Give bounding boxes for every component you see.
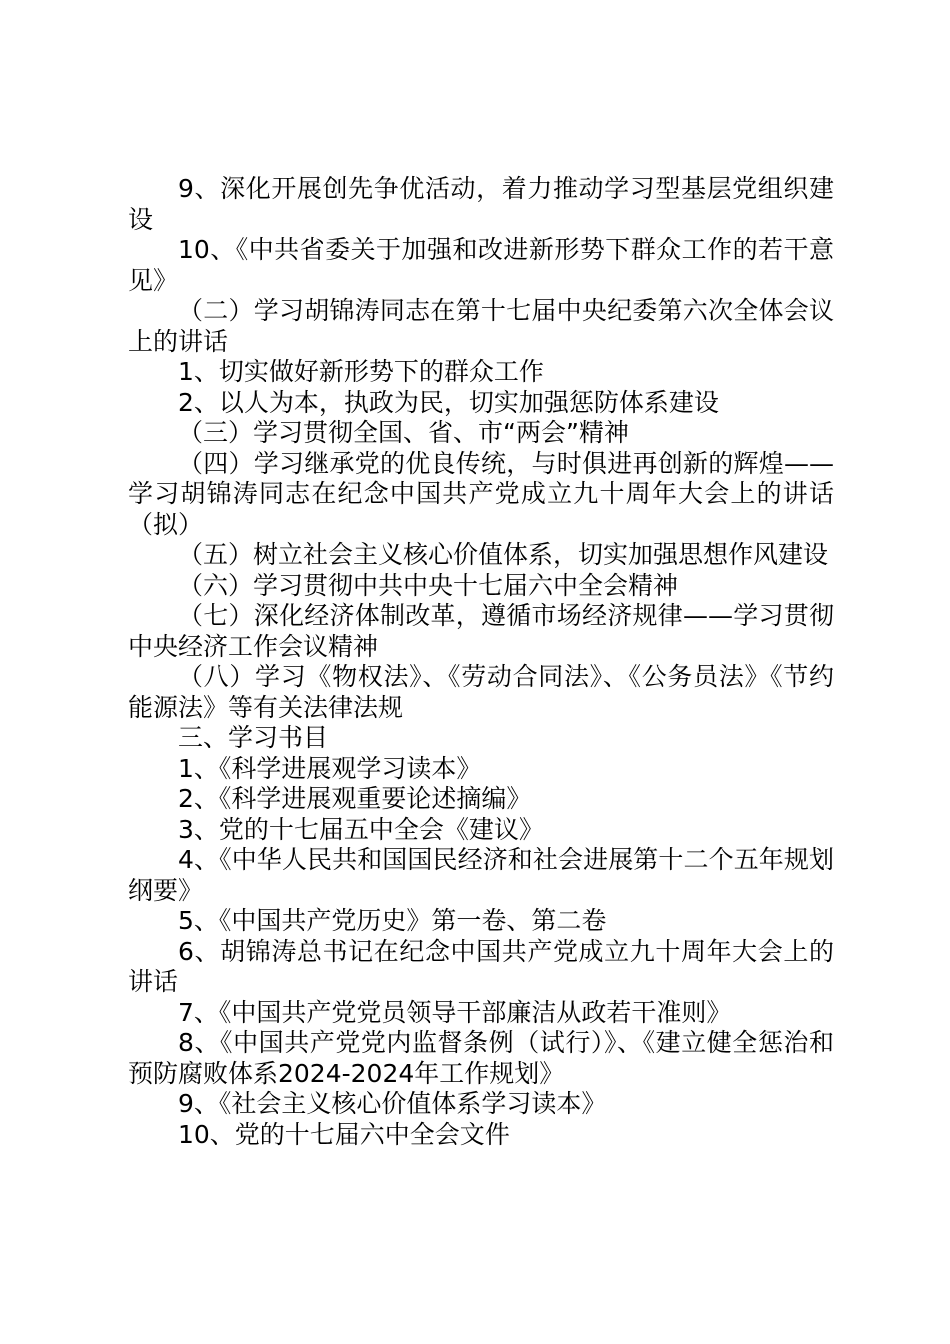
book-item: 5、《中国共产党历史》第一卷、第二卷 xyxy=(178,906,607,935)
paragraph: 9、深化开展创先争优活动，着力推动学习型基层党组织建设 xyxy=(128,174,834,234)
book-item: 7、《中国共产党党员领导干部廉洁从政若干准则》 xyxy=(178,997,732,1027)
book-item: 10、党的十七届六中全会文件 xyxy=(178,1119,510,1149)
paragraph: 1、切实做好新形势下的群众工作 xyxy=(178,357,544,386)
section-heading: 三、学习书目 xyxy=(178,723,329,752)
book-item: 3、党的十七届五中全会《建议》 xyxy=(178,814,544,844)
paragraph: （八）学习《物权法》、《劳动合同法》、《公务员法》《节约能源法》等有关法律法规 xyxy=(128,662,834,722)
paragraph: （三）学习贯彻全国、省、市“两会”精神 xyxy=(178,418,629,447)
paragraph: 10、《中共省委关于加强和改进新形势下群众工作的若干意见》 xyxy=(128,235,834,295)
book-item: 4、《中华人民共和国国民经济和社会进展第十二个五年规划纲要》 xyxy=(128,845,834,905)
paragraph: （四）学习继承党的优良传统，与时俱进再创新的辉煌——学习胡锦涛同志在纪念中国共产党成立九十周年大会上的讲话（拟） xyxy=(128,448,834,539)
paragraph: （五）树立社会主义核心价值体系，切实加强思想作风建设 xyxy=(178,540,829,569)
paragraph: 2、以人为本，执政为民，切实加强惩防体系建设 xyxy=(178,387,719,417)
book-item: 2、《科学进展观重要论述摘编》 xyxy=(178,784,532,813)
paragraph: （六）学习贯彻中共中央十七届六中全会精神 xyxy=(178,570,679,600)
book-item: 9、《社会主义核心价值体系学习读本》 xyxy=(178,1089,607,1118)
book-item: 8、《中国共产党党内监督条例（试行）》、《建立健全惩治和预防腐败体系2024-2024年工作规划》 xyxy=(128,1028,834,1088)
paragraph: （二）学习胡锦涛同志在第十七届中央纪委第六次全体会议上的讲话 xyxy=(128,296,834,356)
paragraph: （七）深化经济体制改革，遵循市场经济规律——学习贯彻中央经济工作会议精神 xyxy=(128,601,834,661)
book-item: 1、《科学进展观学习读本》 xyxy=(178,753,482,783)
book-item: 6、胡锦涛总书记在纪念中国共产党成立九十周年大会上的讲话 xyxy=(128,936,834,996)
document-body xyxy=(128,174,834,1150)
